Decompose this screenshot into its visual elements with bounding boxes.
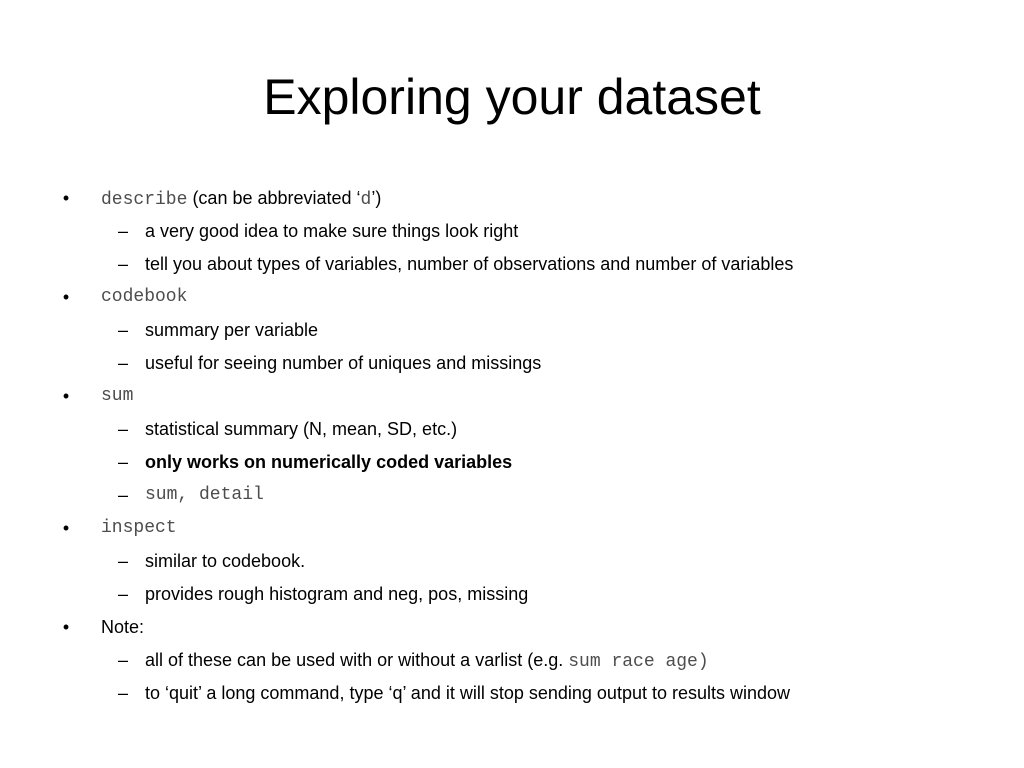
subitem xyxy=(0,446,1024,479)
subitem-mixed xyxy=(145,644,709,679)
subitem-text: statistical summary (N, mean, SD, etc.) xyxy=(145,419,458,439)
dash: – xyxy=(117,584,128,604)
subitem xyxy=(0,215,1024,248)
command-codebook: codebook xyxy=(101,287,188,307)
bullet-dot: • xyxy=(62,386,70,406)
subitem xyxy=(0,545,1024,578)
slide-title: Exploring your dataset xyxy=(263,69,761,125)
dash: – xyxy=(117,485,128,505)
subitem-text: useful for seeing number of uniques and missings xyxy=(145,353,542,373)
bullet-dot: • xyxy=(62,287,70,307)
subitem xyxy=(0,314,1024,347)
bullet-dot: • xyxy=(62,617,70,637)
note-after: ’) xyxy=(371,188,382,208)
subitem-text-bold: only works on numerically coded variables xyxy=(145,452,513,472)
subitem-text: similar to codebook. xyxy=(145,551,306,571)
dash: – xyxy=(117,353,128,373)
note-label: Note: xyxy=(101,617,145,637)
bullet-list xyxy=(0,182,1024,710)
subitem-text: a very good idea to make sure things look right xyxy=(145,221,519,241)
subitem-text: summary per variable xyxy=(145,320,319,340)
note-before: (can be abbreviated ‘ xyxy=(192,188,361,208)
note-code: d xyxy=(360,190,372,210)
dash: – xyxy=(117,650,128,670)
bullet-describe xyxy=(0,182,1024,215)
subitem xyxy=(0,644,1024,677)
command-inspect: inspect xyxy=(101,518,177,538)
bullet-dot: • xyxy=(62,518,70,538)
subitem-code: sum race age) xyxy=(568,652,709,672)
subitem-text: provides rough histogram and neg, pos, missing xyxy=(145,584,529,604)
subitem-text: tell you about types of variables, number of observations and number of variables xyxy=(145,254,794,274)
dash: – xyxy=(117,254,128,274)
subitem xyxy=(0,248,1024,281)
subitem xyxy=(0,347,1024,380)
bullet-note xyxy=(0,611,1024,644)
dash: – xyxy=(117,683,128,703)
bullet-sum xyxy=(0,380,1024,413)
subitem xyxy=(0,578,1024,611)
dash: – xyxy=(117,221,128,241)
command-sum: sum xyxy=(101,386,134,406)
dash: – xyxy=(117,452,128,472)
bullet-dot: • xyxy=(62,188,70,208)
subitem xyxy=(0,413,1024,446)
subitem-code: sum, detail xyxy=(145,485,264,505)
dash: – xyxy=(117,551,128,571)
bullet-content xyxy=(101,182,381,217)
bullet-codebook xyxy=(0,281,1024,314)
bullet-inspect xyxy=(0,512,1024,545)
command-describe: describe xyxy=(101,190,188,210)
dash: – xyxy=(117,419,128,439)
dash: – xyxy=(117,320,128,340)
subitem-text: all of these can be used with or without a varlist (e.g. xyxy=(145,650,569,670)
subitem-text: to ‘quit’ a long command, type ‘q’ and it will stop sending output to results window xyxy=(145,683,791,703)
subitem xyxy=(0,479,1024,512)
subitem xyxy=(0,677,1024,710)
